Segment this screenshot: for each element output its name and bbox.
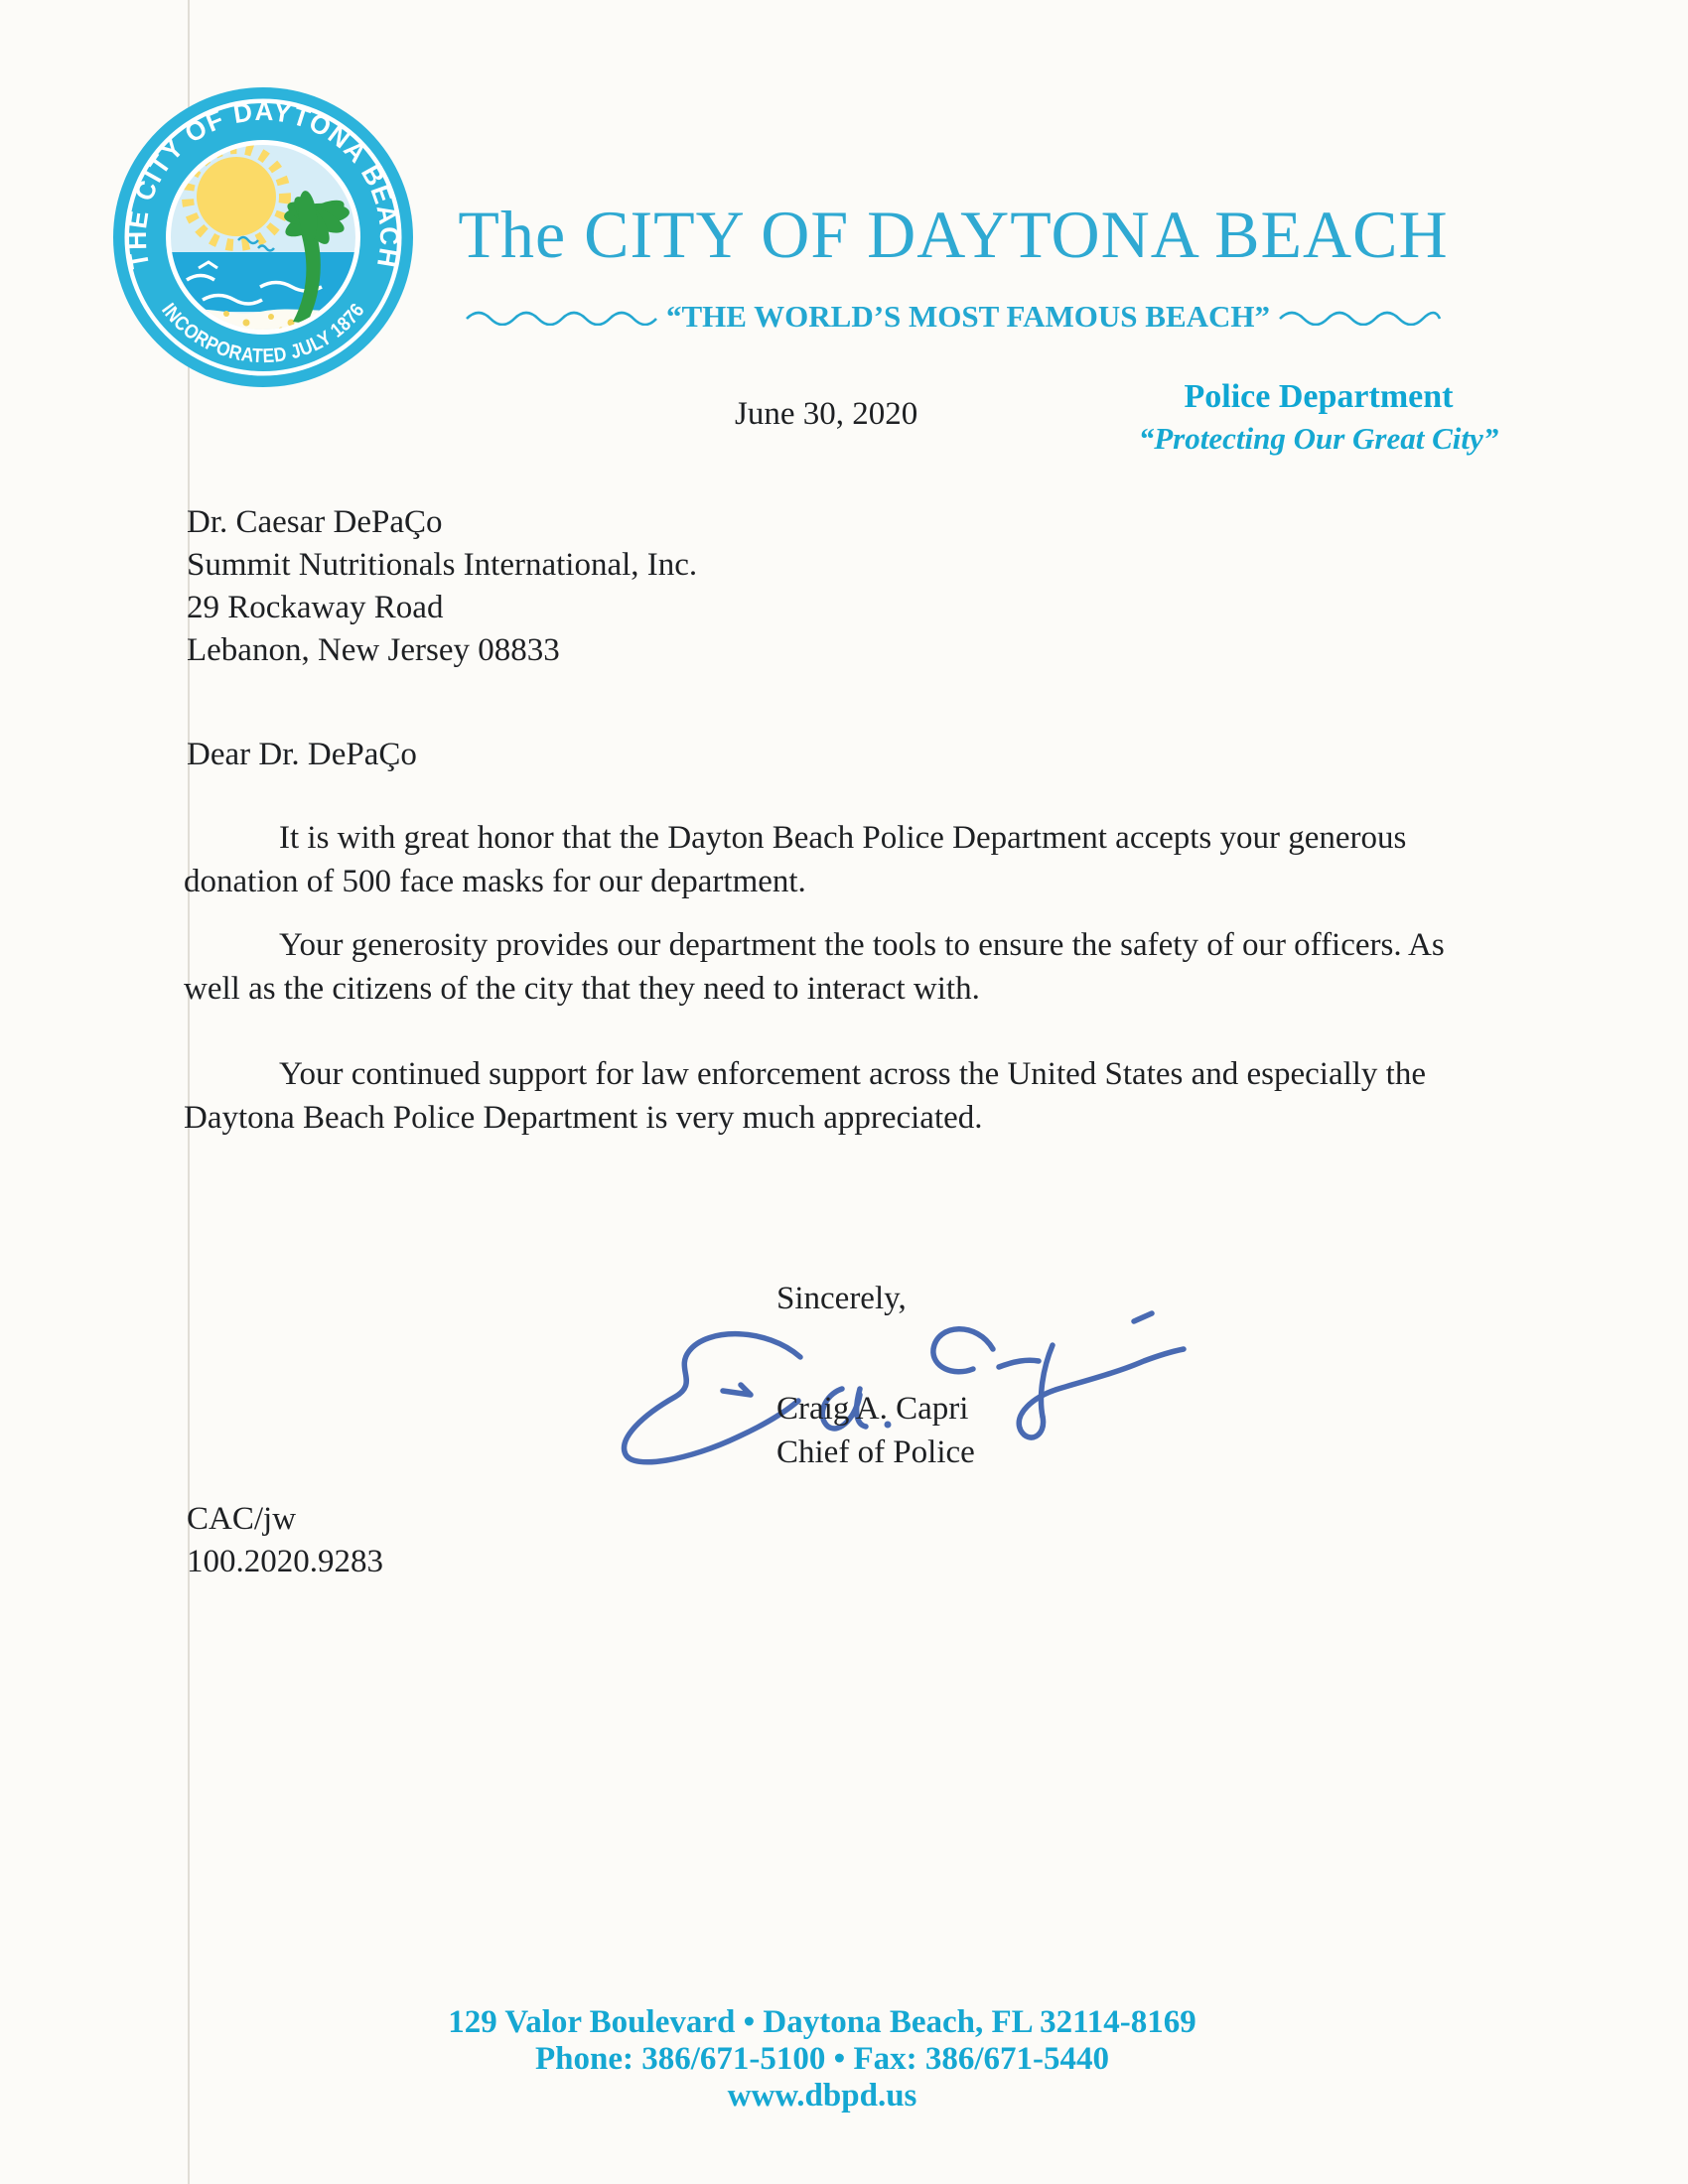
footer-website: www.dbpd.us — [727, 2078, 917, 2114]
signer-title: Chief of Police — [776, 1434, 975, 1470]
recipient-street: 29 Rockaway Road — [187, 590, 444, 625]
body-line: It is with great honor that the Dayton Beach Police Department accepts your generous — [279, 820, 1407, 856]
salutation: Dear Dr. DePaÇo — [187, 737, 417, 772]
recipient-address — [187, 501, 697, 672]
letter-date: June 30, 2020 — [735, 396, 918, 432]
city-seal-logo — [111, 85, 415, 389]
letterhead-tagline — [427, 299, 1479, 335]
department-motto: “Protecting Our Great City” — [1138, 421, 1499, 456]
body-paragraph-3 — [184, 1052, 1455, 1140]
body-line: donation of 500 face masks for our department. — [184, 864, 806, 899]
seal-ring-bottom-text: INCORPORATED JULY 1876 — [157, 298, 370, 368]
department-block — [1120, 378, 1517, 457]
body-line: well as the citizens of the city that they need to interact with. — [184, 971, 980, 1007]
body-paragraph-2 — [184, 923, 1455, 1011]
letter-footer — [197, 2004, 1448, 2115]
signer-name: Craig A. Capri — [776, 1391, 969, 1427]
signature-block — [776, 1387, 975, 1474]
wave-left-decoration — [465, 308, 658, 326]
wave-right-decoration — [1278, 308, 1442, 326]
body-paragraph-1 — [184, 816, 1455, 903]
valediction: Sincerely, — [776, 1281, 907, 1316]
letterhead-title: The CITY OF DAYTONA BEACH — [458, 197, 1449, 272]
reference-block — [187, 1498, 383, 1583]
reference-file-number: 100.2020.9283 — [187, 1544, 383, 1579]
body-line: Your generosity provides our department the tools to ensure the safety of our officers. As — [279, 927, 1445, 963]
recipient-company: Summit Nutritionals International, Inc. — [187, 547, 698, 583]
body-line: Your continued support for law enforcement across the United States and especially the — [279, 1056, 1426, 1092]
tagline-text: “THE WORLD’S MOST FAMOUS BEACH” — [665, 299, 1271, 334]
department-name: Police Department — [1184, 378, 1454, 415]
footer-address: 129 Valor Boulevard • Daytona Beach, FL 32114-8169 — [448, 2004, 1196, 2040]
sun-icon — [197, 157, 276, 236]
body-line: Daytona Beach Police Department is very much appreciated. — [184, 1100, 983, 1136]
footer-phone-fax: Phone: 386/671-5100 • Fax: 386/671-5440 — [534, 2041, 1109, 2077]
seal-ring-top-text: THE CITY OF DAYTONA BEACH — [121, 96, 405, 272]
recipient-name: Dr. Caesar DePaÇo — [187, 504, 443, 540]
reference-initials: CAC/jw — [187, 1501, 297, 1537]
recipient-city: Lebanon, New Jersey 08833 — [187, 632, 560, 668]
